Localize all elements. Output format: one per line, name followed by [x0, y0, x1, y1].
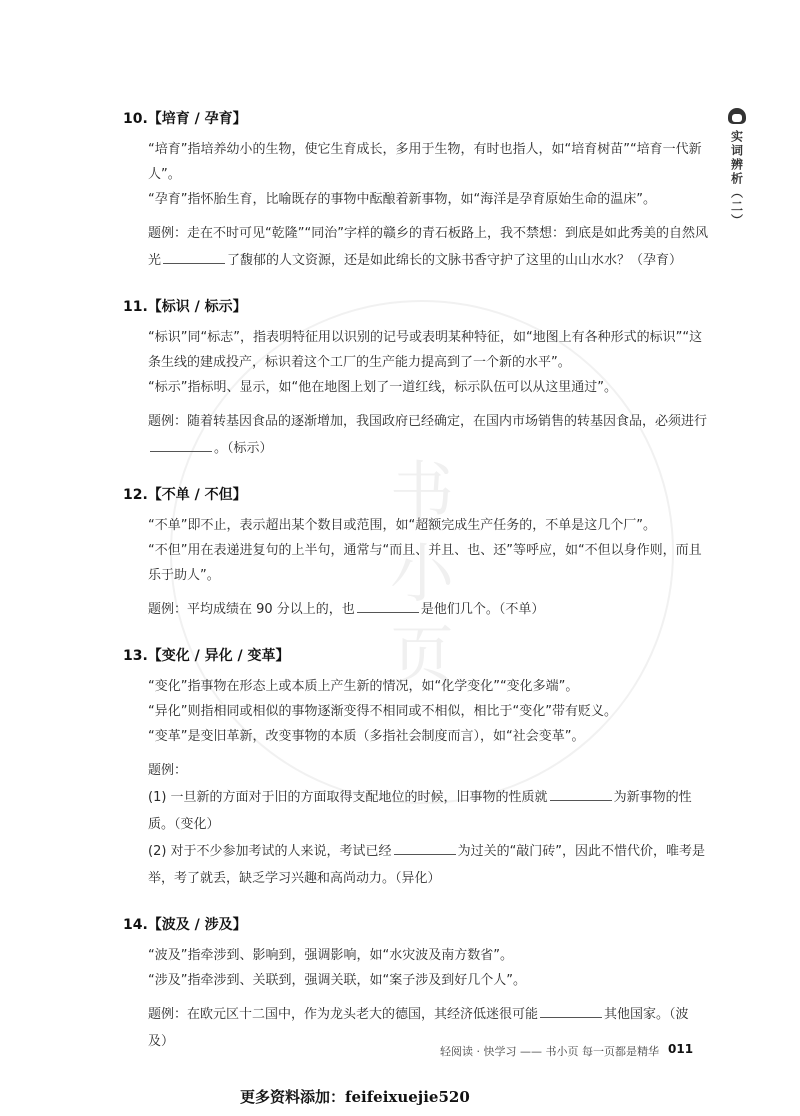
definition-line: “培育”指培养幼小的生物，使它生育成长，多用于生物，有时也指人，如“培育树苗”“培育一代新人”。 — [148, 142, 702, 182]
definition-line: “标示”指标明、显示，如“他在地图上划了一道红线，标示队伍可以从这里通过”。 — [148, 380, 617, 395]
main-content — [123, 108, 708, 1077]
section-11 — [123, 296, 708, 462]
watermark-text: 书小页 — [390, 456, 454, 694]
definition-line: “变革”是变旧革新，改变事物的本质（多指社会制度而言），如“社会变革”。 — [148, 729, 585, 744]
definition-line: “标识”同“标志”，指表明特征用以识别的记号或表明某种特征，如“地图上有各种形式的标识”“这条生线的建成投产，标识着这个工厂的生产能力提高到了一个新的水平”。 — [148, 330, 703, 370]
section-heading: 13.【变化 / 异化 / 变革】 — [123, 648, 290, 664]
example-text: 其他国家。（波及） — [148, 1007, 689, 1049]
answer-blank — [550, 786, 612, 801]
example-text: 题例：随着转基因食品的逐渐增加，我国政府已经确定，在国内市场销售的转基因食品，必须进行 — [148, 414, 708, 429]
example-label: 题例： — [148, 763, 188, 778]
promo-text: 更多资料添加：feifeixuejie520 — [240, 1088, 470, 1106]
definition-line: “异化”则指相同或相似的事物逐渐变得不相同或不相似，相比于“变化”带有贬义。 — [148, 704, 617, 719]
example-text: (2) 对于不少参加考试的人来说，考试已经 — [148, 844, 392, 859]
answer-blank — [150, 437, 212, 452]
answer-blank — [394, 840, 456, 855]
section-12 — [123, 484, 708, 623]
example-text: 为过关的“敲门砖”，因此不惜代价，唯考是举，考了就丢，缺乏学习兴趣和高尚动力。（异化） — [148, 844, 706, 886]
section-heading: 11.【标识 / 标示】 — [123, 299, 247, 315]
example-text: 题例：平均成绩在 90 分以上的，也 — [148, 602, 355, 617]
avatar-icon — [728, 108, 746, 124]
page-number: 011 — [668, 1042, 694, 1056]
answer-blank — [540, 1003, 602, 1018]
example-question — [148, 838, 708, 892]
section-heading: 14.【波及 / 涉及】 — [123, 917, 247, 933]
section-10 — [123, 108, 708, 274]
definition-line: “不单”即不止，表示超出某个数目或范围，如“超额完成生产任务的，不单是这几个厂”。 — [148, 518, 656, 533]
example-text: 了馥郁的人文资源，还是如此绵长的文脉书香守护了这里的山山水水？（孕育） — [227, 253, 683, 268]
example-text: 。（标示） — [214, 441, 273, 456]
section-13 — [123, 645, 708, 892]
footer-slogan: 轻阅读 · 快学习 —— 书小页 每一页都是精华 — [440, 1045, 659, 1058]
example-question — [148, 784, 708, 838]
answer-blank — [357, 598, 419, 613]
definition-line: “孕育”指怀胎生育，比喻既存的事物中酝酿着新事物，如“海洋是孕育原始生命的温床”。 — [148, 192, 656, 207]
example-text: 是他们几个。（不单） — [420, 602, 545, 617]
definition-line: “涉及”指牵涉到、关联到，强调关联，如“案子涉及到好几个人”。 — [148, 973, 526, 988]
section-heading: 10.【培育 / 孕育】 — [123, 111, 247, 127]
example-text: 为新事物的性质。（变化） — [148, 790, 692, 832]
definition-line: “波及”指牵涉到、影响到，强调影响，如“水灾波及南方数省”。 — [148, 948, 513, 963]
section-14 — [123, 914, 708, 1055]
example-text: 题例：走在不时可见“乾隆”“同治”字样的赣乡的青石板路上，我不禁想：到底是如此秀美的自然风光 — [148, 226, 708, 268]
example-question — [148, 596, 708, 623]
definition-line: “不但”用在表递进复句的上半句，通常与“而且、并且、也、还”等呼应，如“不但以身作则，而且乐于助人”。 — [148, 543, 702, 583]
side-tab — [725, 108, 749, 228]
answer-blank — [163, 249, 225, 264]
example-question — [148, 220, 708, 274]
definition-line: “变化”指事物在形态上或本质上产生新的情况，如“化学变化”“变化多端”。 — [148, 679, 579, 694]
page-footer — [440, 1042, 694, 1059]
example-text: (1) 一旦新的方面对于旧的方面取得支配地位的时候，旧事物的性质就 — [148, 790, 548, 805]
example-text: 题例：在欧元区十二国中，作为龙头老大的德国，其经济低迷很可能 — [148, 1007, 539, 1022]
section-heading: 12.【不单 / 不但】 — [123, 487, 247, 503]
side-tab-label: 实词辨析（二） — [729, 130, 744, 228]
example-question — [148, 408, 708, 462]
